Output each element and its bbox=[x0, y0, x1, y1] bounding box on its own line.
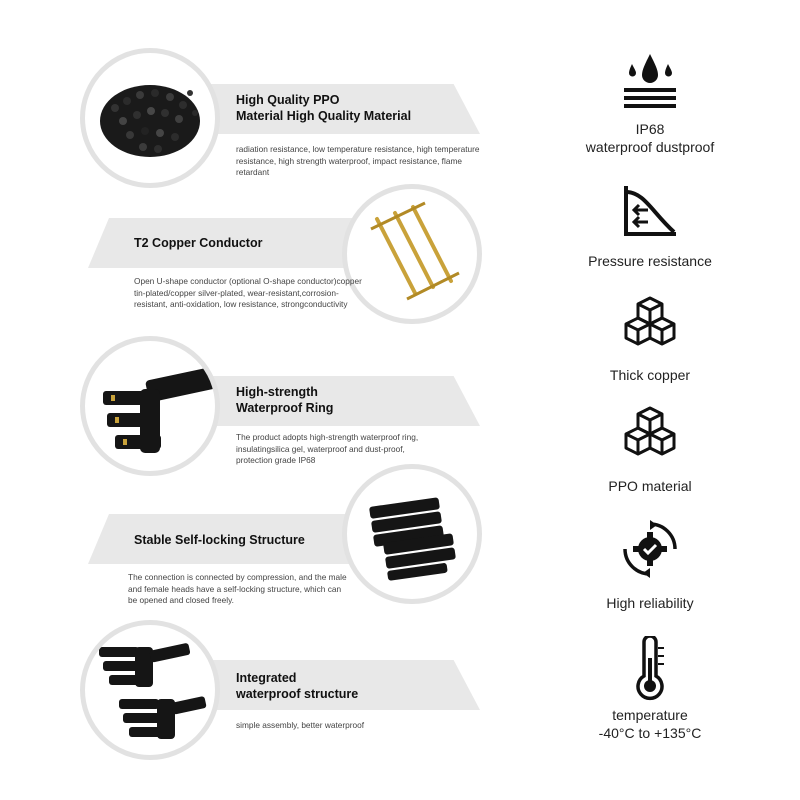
feature-icon-temperature bbox=[580, 636, 720, 742]
feature-waterproof-ring bbox=[0, 332, 560, 482]
icon-label: Pressure resistance bbox=[588, 253, 712, 269]
gear-cycle-icon bbox=[619, 518, 681, 580]
feature-title: T2 Copper Conductor bbox=[134, 236, 263, 250]
plastic-pellets-icon bbox=[85, 53, 215, 183]
feature-description: radiation resistance, low temperature resistance, high temperature resistance, high strength waterproof, impact resistance, flame retardant bbox=[236, 144, 480, 177]
thermometer-icon bbox=[630, 636, 670, 702]
branch-connector-icon bbox=[85, 341, 215, 471]
cubes-icon bbox=[620, 404, 680, 460]
icon-label: High reliability bbox=[606, 595, 694, 611]
feature-title: High-strength Waterproof Ring bbox=[236, 385, 334, 415]
feature-icon-pressure bbox=[580, 182, 720, 270]
copper-pins-icon bbox=[347, 189, 477, 319]
feature-icon-thick-copper bbox=[580, 294, 720, 384]
feature-title: Stable Self-locking Structure bbox=[134, 533, 305, 547]
feature-integrated-waterproof bbox=[0, 618, 560, 768]
water-drops-icon bbox=[618, 50, 682, 114]
branch-connector-image bbox=[80, 336, 220, 476]
connector-pair-image bbox=[342, 464, 482, 604]
ppo-pellets-image bbox=[80, 48, 220, 188]
icon-label: Thick copper bbox=[609, 367, 691, 383]
feature-copper-conductor bbox=[0, 180, 560, 330]
feature-icon-ip68 bbox=[580, 50, 720, 156]
icon-label: PPO material bbox=[608, 478, 692, 494]
cubes-icon bbox=[620, 294, 680, 350]
feature-description: simple assembly, better waterproof bbox=[236, 720, 365, 730]
connector-pair-icon bbox=[347, 469, 477, 599]
feature-description: The product adopts high-strength waterproof ring, insulatingsilica gel, waterproof and dust-proof, protection grade IP68 bbox=[236, 432, 419, 465]
feature-title: High Quality PPO Material High Quality Material bbox=[236, 93, 412, 123]
feature-description: The connection is connected by compression, and the male and female heads have a self-locking structure, which can be opened and closed freely. bbox=[128, 572, 347, 605]
pressure-curve-icon bbox=[618, 182, 682, 238]
feature-title: Integrated waterproof structure bbox=[236, 671, 359, 701]
icon-label: temperature -40°C to +135°C bbox=[598, 707, 702, 741]
feature-ppo-material bbox=[0, 40, 560, 190]
connector-set-icon bbox=[85, 625, 215, 755]
feature-icon-ppo-material bbox=[580, 404, 720, 495]
feature-icon-reliability bbox=[580, 518, 720, 612]
feature-description: Open U-shape conductor (optional O-shape conductor)copper tin-plated/copper silver-plated, wear-resistant,corrosion-resistant, anti-oxidation, low resistance, strongconductivity bbox=[134, 276, 362, 309]
feature-self-locking bbox=[0, 478, 560, 628]
connector-set-image bbox=[80, 620, 220, 760]
icon-label: IP68 waterproof dustproof bbox=[585, 121, 715, 155]
